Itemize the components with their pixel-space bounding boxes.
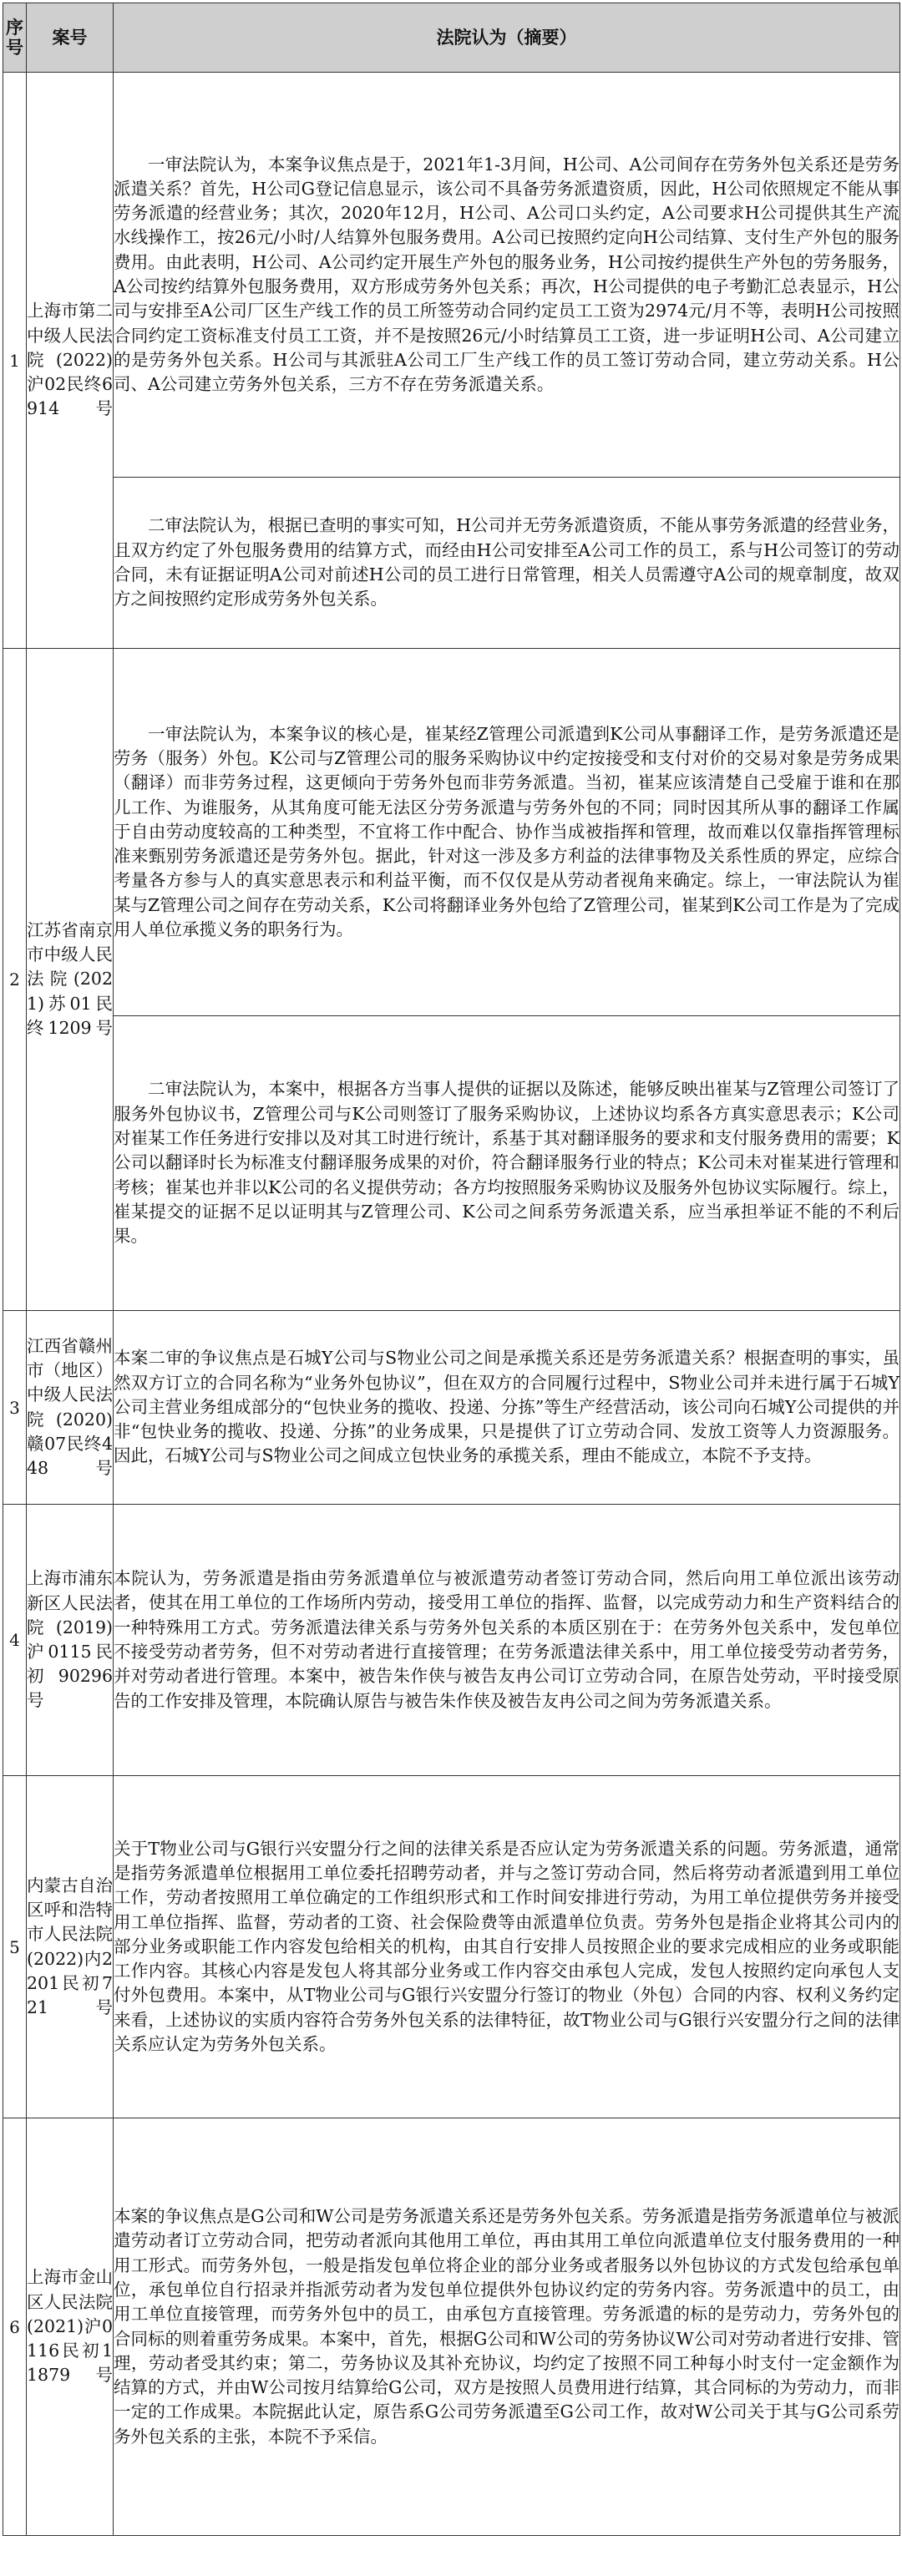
- second-instance-opinion: [114, 478, 900, 649]
- opinion-text: 关于T物业公司与G银行兴安盟分行之间的法律关系是否应认定为劳务派遣关系的问题。劳务派遣，通常是指劳务派遣单位根据用工单位委托招聘劳动者，并与之签订劳动合同，然后将劳动者派遣到用工单位工作，劳动者按照用工单位确定的工作组织形式和工作时间安排进行劳动，为用工单位提供劳务并接受用工单位指挥、监督，劳动者的工资、社会保险费等由派遣单位负责。劳务外包是指企业将其公司内的部分业务或职能工作内容发包给相关的机构，由其自行安排人员按照企业的要求完成相应的业务或职能工作内容。其核心内容是发包人将其部分业务或工作内容交由承包人完成，发包人按照约定向承包人支付外包费用。本案中，从T物业公司与G银行兴安盟分行签订的物业（外包）合同的内容、权利义务约定来看，上述协议的实质内容符合劳务外包关系的法律特征，故T物业公司与G银行兴安盟分行之间的法律关系应认定为劳务外包关系。: [114, 1838, 899, 2055]
- row-seq: 6: [3, 2118, 27, 2536]
- document-page: [0, 3, 902, 2576]
- table-row: [3, 478, 900, 649]
- table-row: [3, 1505, 900, 1776]
- opinion-cell: [114, 1311, 900, 1505]
- table-row: [3, 2118, 900, 2536]
- opinion-cell: [114, 1776, 900, 2118]
- case-table: [3, 3, 900, 2536]
- row-case-no: 江苏省南京市中级人民法院(2021)苏01民终1209号: [27, 649, 114, 1311]
- opinion-cell: [114, 1505, 900, 1776]
- row-case-no: 内蒙古自治区呼和浩特市人民法院(2022)内2201民初721号: [27, 1776, 114, 2118]
- opinion-text: 本案的争议焦点是G公司和W公司是劳务派遣关系还是劳务外包关系。劳务派遣是指劳务派遣单位与被派遣劳动者订立劳动合同，把劳动者派向其他用工单位，再由其用工单位向派遣单位支付服务费用的一种用工形式。而劳务外包，一般是指发包单位将企业的部分业务或者服务以外包协议的方式发包给承包单位，承包单位自行招录并指派劳动者为发包单位提供外包协议约定的劳务内容。劳务派遣中的员工，由用工单位直接管理，而劳务外包中的员工，由承包方直接管理。劳务派遣的标的是劳动力，劳务外包的合同标的则着重劳务成果。本案中，首先，根据G公司和W公司的劳务协议W公司对劳动者进行安排、管理，劳动者受其约束；第二，劳务协议及其补充协议，均约定了按照不同工种每小时支付一定金额作为结算的方式，并由W公司按月结算给G公司，双方是按照人员费用进行结算，其合同标的为劳动力，而非一定的工作成果。本院据此认定，原告系G公司劳务派遣至G公司工作，故对W公司关于其与G公司系劳务外包关系的主张，本院不予采信。: [114, 2206, 899, 2447]
- opinion-text: 二审法院认为，根据已查明的事实可知，H公司并无劳务派遣资质，不能从事劳务派遣的经营业务，且双方约定了外包服务费用的结算方式，而经由H公司安排至A公司工作的员工，系与H公司签订的劳动合同，未有证据证明A公司对前述H公司的员工进行日常管理，相关人员需遵守A公司的规章制度，故双方之间按照约定形成劳务外包关系。: [114, 515, 899, 610]
- opinion-text: 一审法院认为，本案争议的核心是，崔某经Z管理公司派遣到K公司从事翻译工作，是劳务派遣还是劳务（服务）外包。K公司与Z管理公司的服务采购协议中约定按接受和支付对价的交易对象是劳务成果（翻译）而非劳务过程，这更倾向于劳务外包而非劳务派遣。当初，崔某应该清楚自己受雇于谁和在那儿工作、为谁服务，从其角度可能无法区分劳务派遣与劳务外包的不同；同时因其所从事的翻译工作属于自由劳动度较高的工种类型，不宜将工作中配合、协作当成被指挥和管理，故而难以仅靠指挥管理标准来甄别劳务派遣还是劳务外包。据此，针对这一涉及多方利益的法律事物及关系性质的界定，应综合考量各方参与人的真实意思表示和利益平衡，而不仅仅是从劳动者视角来确定。综上，一审法院认为崔某与Z管理公司之间存在劳动关系，K公司将翻译业务外包给了Z管理公司，崔某到K公司工作是为了完成用人单位承揽义务的职务行为。: [114, 723, 899, 940]
- row-seq: 4: [3, 1505, 27, 1776]
- table-header-row: [3, 3, 900, 73]
- opinion-text: 二审法院认为，本案中，根据各方当事人提供的证据以及陈述，能够反映出崔某与Z管理公司签订了服务外包协议书，Z管理公司与K公司则签订了服务采购协议，上述协议均系各方真实意思表示；K公司对崔某工作任务进行安排以及对其工时进行统计，系基于其对翻译服务的要求和支付服务费用的需要；K公司以翻译时长为标准支付翻译服务成果的对价，符合翻译服务行业的特点；K公司未对崔某进行管理和考核；崔某也并非以K公司的名义提供劳动；各方均按照服务采购协议及服务外包协议实际履行。综上，崔某提交的证据不足以证明其与Z管理公司、K公司之间系劳务派遣关系，应当承担举证不能的不利后果。: [114, 1079, 899, 1247]
- row-seq: 3: [3, 1311, 27, 1505]
- table-row: [3, 1016, 900, 1311]
- table-row: [3, 1776, 900, 2118]
- opinion-text: 一审法院认为，本案争议焦点是于，2021年1-3月间，H公司、A公司间存在劳务外包关系还是劳务派遣关系？首先，H公司G登记信息显示，该公司不具备劳务派遣资质，因此，H公司依照规定不能从事劳务派遣的经营业务；其次，2020年12月，H公司、A公司口头约定，A公司要求H公司提供其生产流水线操作工，按26元/小时/人结算外包服务费用。A公司已按照约定向H公司结算、支付生产外包的服务费用。由此表明，H公司、A公司约定开展生产外包的服务业务，H公司按约提供生产外包的劳务服务，A公司按约结算外包服务费用，双方形成劳务外包关系；再次，H公司提供的电子考勤汇总表显示，H公司与安排至A公司厂区生产线工作的员工所签劳动合同约定员工工资为2974元/月不等，表明H公司按照合同约定工资标准支付员工工资，并不是按照26元/小时结算员工工资，进一步证明H公司、A公司建立的是劳务外包关系。H公司与其派驻A公司工厂生产线工作的员工签订劳动合同，建立劳动关系。H公司、A公司建立劳务外包关系，三方不存在劳务派遣关系。: [114, 154, 899, 395]
- table-row: [3, 1311, 900, 1505]
- row-seq: 1: [3, 73, 27, 649]
- header-seq: 序号: [3, 3, 27, 73]
- opinion-text: 本院认为，劳务派遣是指由劳务派遣单位与被派遣劳动者签订劳动合同，然后向用工单位派出该劳动者，使其在用工单位的工作场所内劳动，接受用工单位的指挥、监督，以完成劳动力和生产资料结合的一种特殊用工方式。劳务派遣法律关系与劳务外包关系的本质区别在于：在劳务外包关系中，发包单位不接受劳动者劳务，但不对劳动者进行直接管理；在劳务派遣法律关系中，用工单位接受劳动者劳务，并对劳动者进行管理。本案中，被告朱作侠与被告友冉公司订立劳动合同，在原告处劳动，平时接受原告的工作安排及管理，本院确认原告与被告朱作侠及被告友冉公司之间为劳务派遣关系。: [114, 1568, 899, 1711]
- table-row: [3, 649, 900, 1016]
- first-instance-opinion: [114, 649, 900, 1016]
- table-row: [3, 73, 900, 478]
- row-seq: 5: [3, 1776, 27, 2118]
- header-case-no: 案号: [27, 3, 114, 73]
- first-instance-opinion: [114, 73, 900, 478]
- opinion-cell: [114, 2118, 900, 2536]
- row-case-no: 上海市第二中级人民法院(2022)沪02民终6914号: [27, 73, 114, 649]
- second-instance-opinion: [114, 1016, 900, 1311]
- row-case-no: 上海市浦东新区人民法院(2019)沪0115民初90296号: [27, 1505, 114, 1776]
- header-opinion: 法院认为（摘要）: [114, 3, 900, 73]
- row-seq: 2: [3, 649, 27, 1311]
- opinion-text: 本案二审的争议焦点是石城Y公司与S物业公司之间是承揽关系还是劳务派遣关系？根据查明的事实，虽然双方订立的合同名称为“业务外包协议”，但在双方的合同履行过程中，S物业公司并未进行属于石城Y公司主营业务组成部分的“包快业务的揽收、投递、分拣”等生产经营活动，该公司向石城Y公司提供的并非“包快业务的揽收、投递、分拣”的业务成果，只是提供了订立劳动合同、发放工资等人力资源服务。因此，石城Y公司与S物业公司之间成立包快业务的承揽关系，理由不能成立，本院不予支持。: [114, 1348, 899, 1466]
- row-case-no: 上海市金山区人民法院(2021)沪0116民初11879号: [27, 2118, 114, 2536]
- row-case-no: 江西省赣州市（地区）中级人民法院(2020)赣07民终448号: [27, 1311, 114, 1505]
